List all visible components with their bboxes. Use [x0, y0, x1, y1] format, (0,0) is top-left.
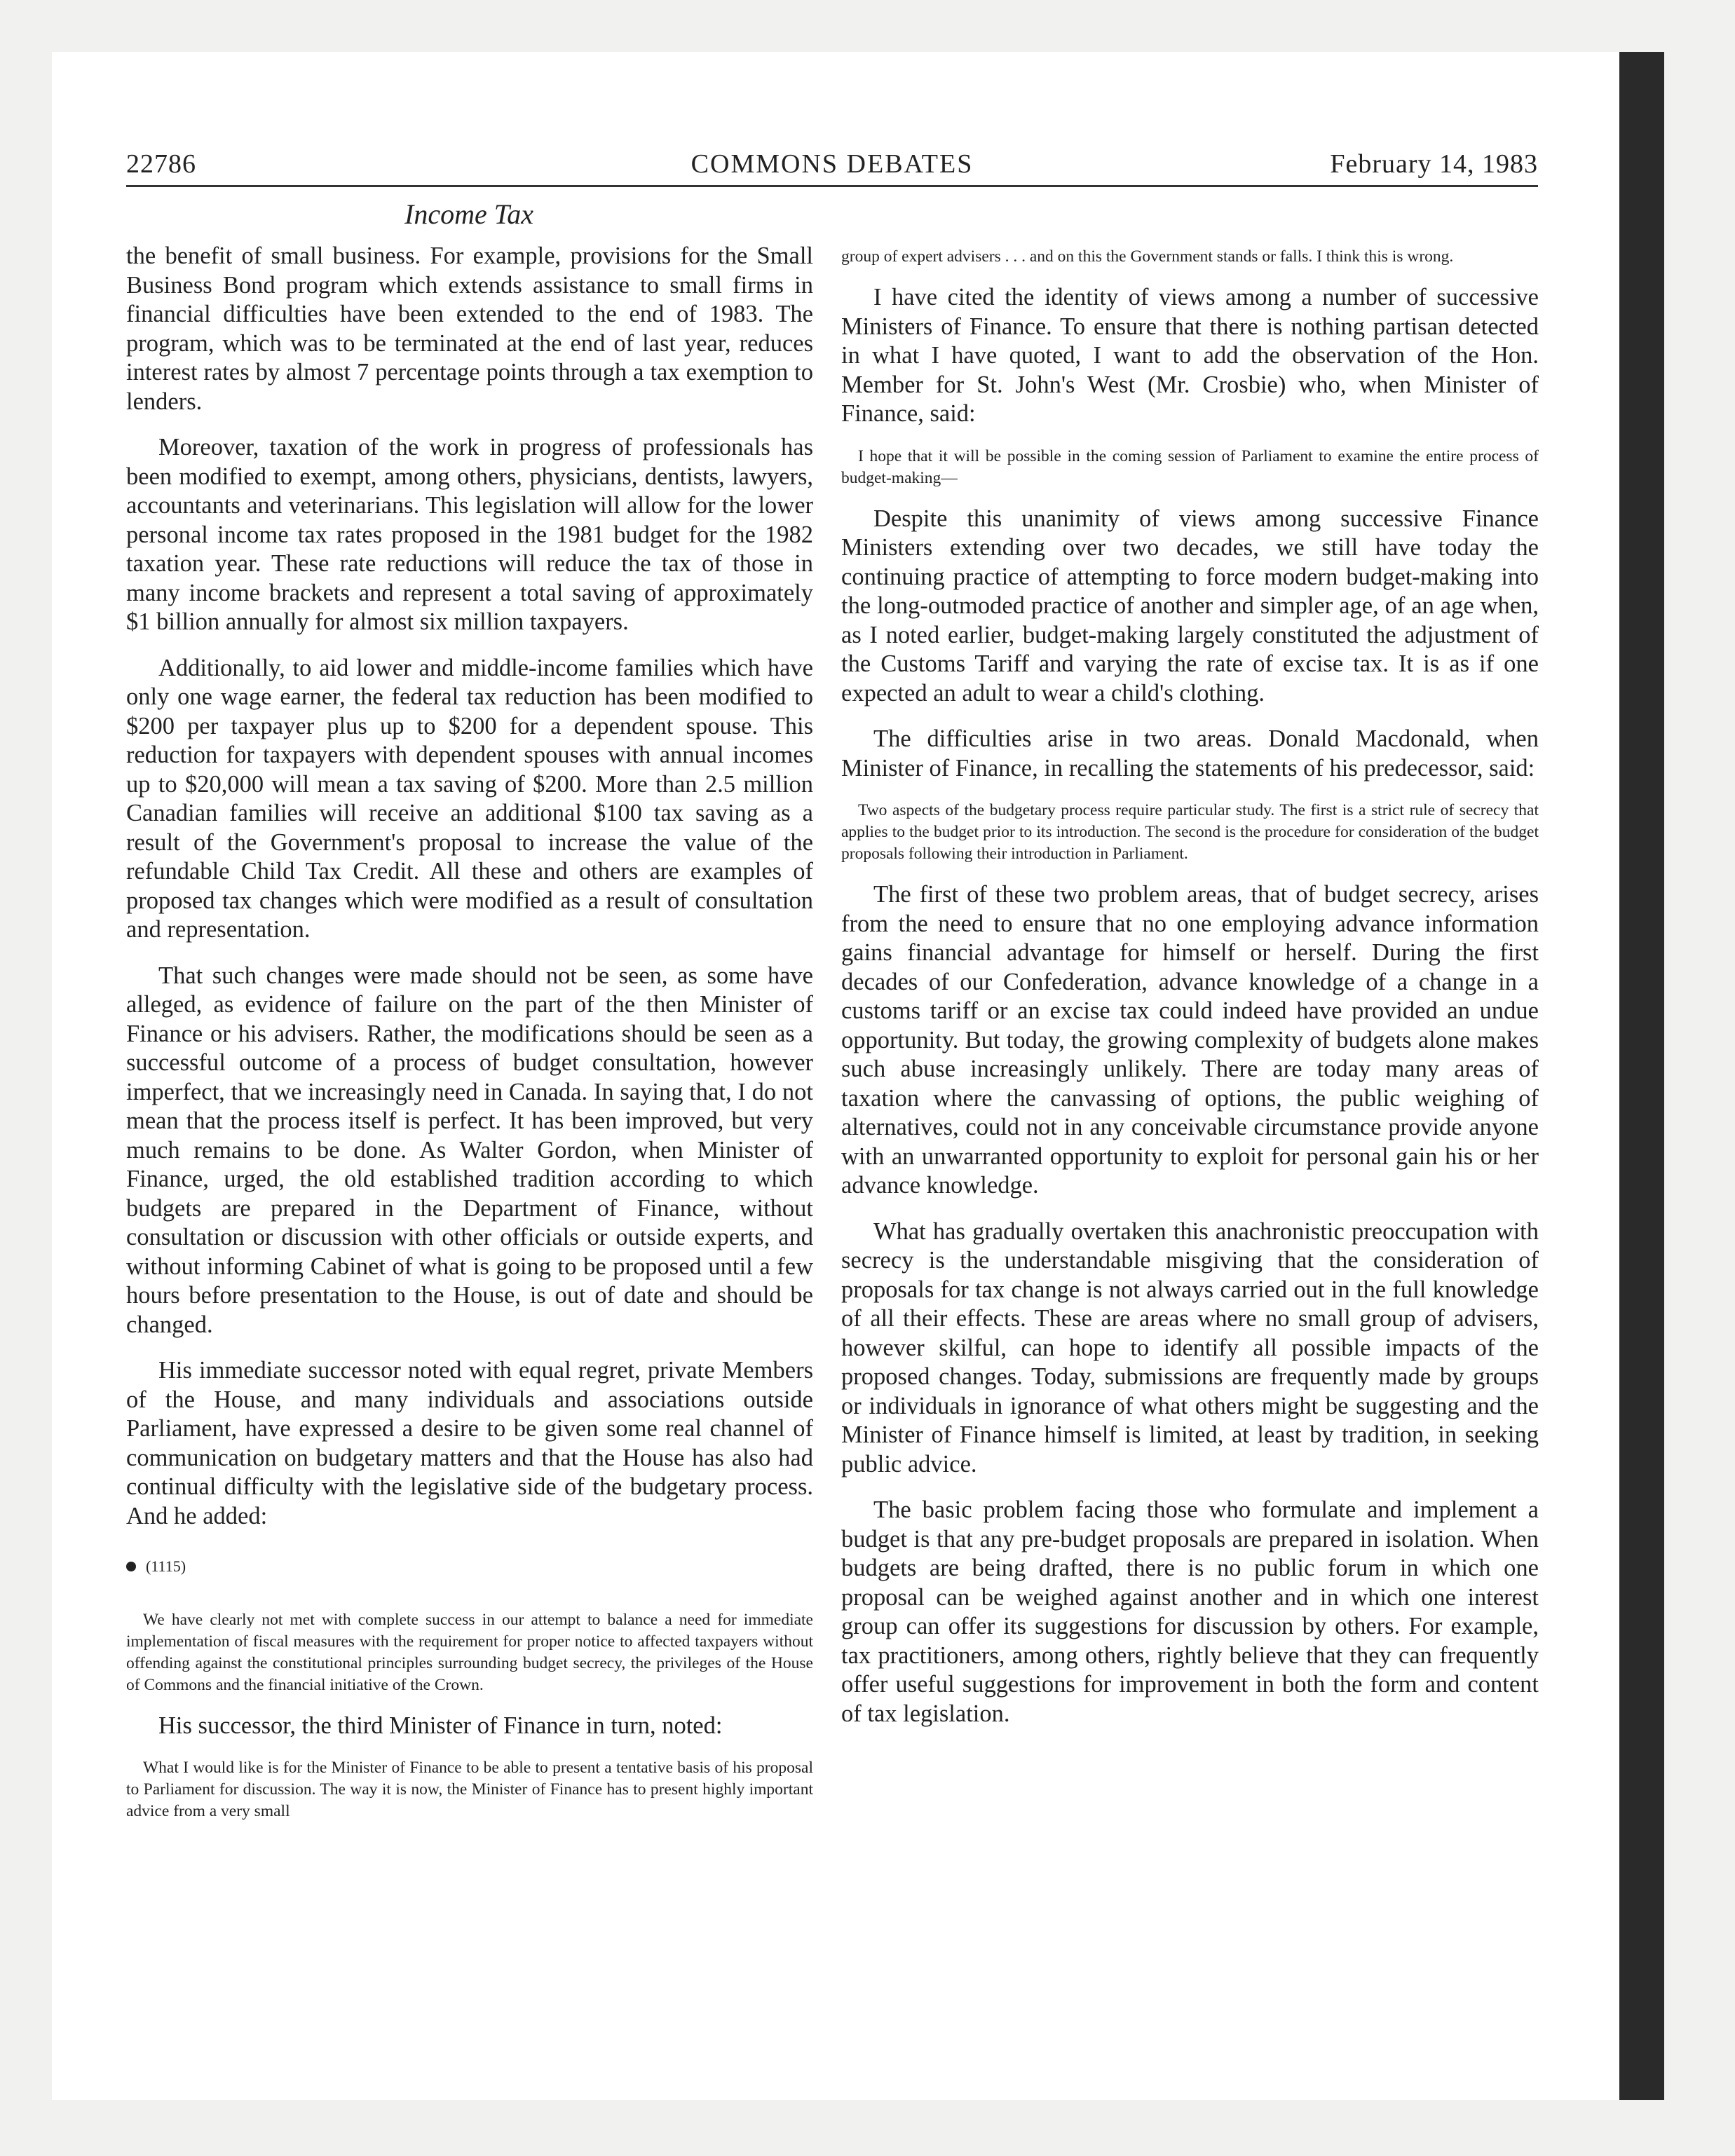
header-rule	[126, 185, 1538, 187]
publication-title: COMMONS DEBATES	[690, 149, 974, 179]
paragraph: The basic problem facing those who formulate and implement a budget is that any pre-budget proposals are prepared in isolation. When budgets are being drafted, there is no public forum in which one proposal can be weighed against another and in which one interest group can offer its suggestions for discussion by others. For example, tax practitioners, among others, rightly believe that they can frequently offer useful suggestions for improvement in both the form and content of tax legislation.	[841, 1496, 1539, 1727]
page-number: 22786	[126, 149, 196, 179]
block-quote: What I would like is for the Minister of Finance to be able to present a tentative basis of his proposal to Parliament for discussion. The way it is now, the Minister of Finance has to present highly important advice from a very small	[126, 1759, 813, 1820]
right-column	[841, 242, 1539, 1745]
time-marker	[126, 1552, 813, 1581]
block-quote: We have clearly not met with complete success in our attempt to balance a need for immediate implementation of fiscal measures with the requirement for proper notice to affected taxpayers without offending against the constitutional principles surrounding budget secrecy, the privileges of the House of Commons and the financial initiative of the Crown.	[126, 1610, 813, 1694]
paragraph: That such changes were made should not be seen, as some have alleged, as evidence of failure on the part of the then Minister of Finance or his advisers. Rather, the modifications should be seen as a successful outcome of a process of budget consultation, however imperfect, that we increasingly need in Canada. In saying that, I do not mean that the process itself is perfect. It has been improved, but very much remains to be done. As Walter Gordon, when Minister of Finance, urged, the old established tradition according to which budgets are prepared in the Department of Finance, without consultation or discussion with other officials or outside experts, and without informing Cabinet of what is going to be proposed until a few hours before presentation to the House, is out of date and should be changed.	[126, 962, 813, 1338]
running-head: Income Tax	[404, 198, 534, 230]
paragraph: What has gradually overtaken this anachronistic preoccupation with secrecy is the understandable misgiving that the consideration of proposals for tax change is not always carried out in the full knowledge of all their effects. These are areas where no small group of advisers, however skilful, can hope to identify all possible impacts of the proposed changes. Today, submissions are frequently made by groups or individuals in ignorance of what others might be suggesting and the Minister of Finance himself is limited, at least by tradition, in seeking public advice.	[841, 1217, 1539, 1478]
paragraph: Despite this unanimity of views among successive Finance Ministers extending over two decades, we still have today the continuing practice of attempting to force modern budget-making into the long-outmoded practice of another and simpler age, of an age when, as I noted earlier, budget-making largely constituted the adjustment of the Customs Tariff and varying the rate of excise tax. It is as if one expected an adult to wear a child's clothing.	[841, 505, 1539, 707]
paragraph: The difficulties arise in two areas. Donald Macdonald, when Minister of Finance, in recalling the statements of his predecessor, said:	[841, 725, 1539, 782]
paragraph: Additionally, to aid lower and middle-income families which have only one wage earner, the federal tax reduction has been modified to $200 per taxpayer plus up to $200 for a dependent spouse. This reduction for taxpayers with dependent spouses with annual incomes up to $20,000 will mean a tax saving of $200. More than 2.5 million Canadian families will receive an additional $100 tax saving as a result of the Government's proposal to increase the value of the refundable Child Tax Credit. All these and others are examples of proposed tax changes which were modified as a result of consultation and representation.	[126, 654, 813, 943]
page-date: February 14, 1983	[1330, 149, 1538, 179]
page-header	[126, 149, 1538, 184]
paragraph: I have cited the identity of views among a number of successive Ministers of Finance. To ensure that there is nothing partisan detected in what I have quoted, I want to add the observation of the Hon. Member for St. John's West (Mr. Crosbie) who, when Minister of Finance, said:	[841, 284, 1539, 427]
block-quote: I hope that it will be possible in the coming session of Parliament to examine the entire process of budget-making—	[841, 446, 1539, 487]
paragraph: His immediate successor noted with equal regret, private Members of the House, and many individuals and associations outside Parliament, have expressed a desire to be given some real channel of communication on budgetary matters and that the House has also had continual difficulty with the legislative side of the budgetary process. And he added:	[126, 1357, 813, 1529]
block-quote-continued: group of expert advisers . . . and on this the Government stands or falls. I think this is wrong.	[841, 247, 1454, 266]
left-column	[126, 242, 813, 1838]
paragraph: Moreover, taxation of the work in progress of professionals has been modified to exempt, among others, physicians, dentists, lawyers, accountants and veterinarians. This legislation will allow for the lower personal income tax rates proposed in the 1981 budget for the 1982 taxation year. These rate reductions will reduce the tax of those in many income brackets and represent a total saving of approximately $1 billion annually for almost six million taxpayers.	[126, 434, 813, 635]
paragraph: The first of these two problem areas, that of budget secrecy, arises from the need to ensure that no one employing advance information gains financial advantage for himself or herself. During the first decades of our Confederation, advance knowledge of a change in a customs tariff or an excise tax could indeed have provided an undue opportunity. But today, the growing complexity of budgets alone makes such abuse increasingly unlikely. There are today many areas of taxation where the canvassing of options, the public weighing of alternatives, could not in any conceivable circumstance provide anyone with an unwarranted opportunity to exploit for personal gain his or her advance knowledge.	[841, 881, 1539, 1199]
paragraph: His successor, the third Minister of Finance in turn, noted:	[158, 1712, 723, 1739]
time-marker-label: (1115)	[146, 1557, 186, 1575]
paragraph: the benefit of small business. For example, provisions for the Small Business Bond program which extends assistance to small firms in financial difficulties have been extended to the end of 1983. The program, which was to be terminated at the end of last year, reduces interest rates by almost 7 percentage points through a tax exemption to lenders.	[126, 243, 813, 415]
block-quote: Two aspects of the budgetary process require particular study. The first is a strict rule of secrecy that applies to the budget prior to its introduction. The second is the procedure for consideration of the budget proposals following their introduction in Parliament.	[841, 801, 1539, 863]
bullet-icon	[126, 1562, 136, 1571]
scan-edge	[1619, 52, 1664, 2100]
